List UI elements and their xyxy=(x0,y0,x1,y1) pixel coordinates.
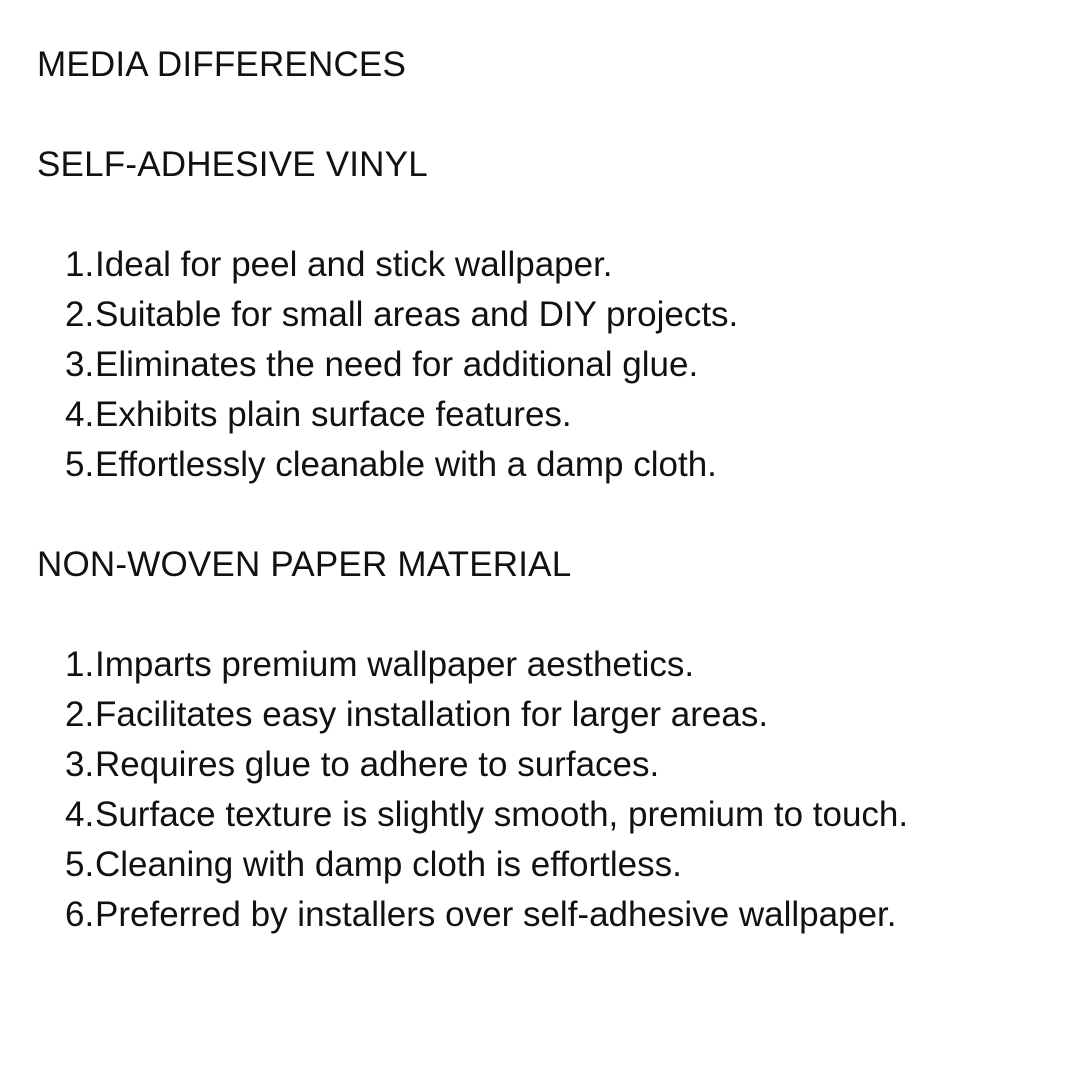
list-item xyxy=(65,690,1040,740)
section-heading-non-woven-paper: NON-WOVEN PAPER MATERIAL xyxy=(37,545,572,584)
list-item-text: Effortlessly cleanable with a damp cloth. xyxy=(95,445,717,484)
list-item-text: Preferred by installers over self-adhesive wallpaper. xyxy=(95,895,897,934)
list-item xyxy=(65,890,1040,940)
list-item-text: Requires glue to adhere to surfaces. xyxy=(95,745,660,784)
list-item-text: Eliminates the need for additional glue. xyxy=(95,345,699,384)
list-item xyxy=(65,640,1040,690)
list-item-number: 2. xyxy=(65,295,95,334)
list-item-number: 4. xyxy=(65,395,95,434)
section-non-woven-paper xyxy=(37,540,1040,940)
list-item-text: Exhibits plain surface features. xyxy=(95,395,572,434)
page-title: MEDIA DIFFERENCES xyxy=(37,45,407,84)
list-item xyxy=(65,440,1040,490)
list-item-number: 1. xyxy=(65,645,95,684)
self-adhesive-vinyl-list xyxy=(37,240,1040,490)
non-woven-paper-list xyxy=(37,640,1040,940)
list-item-text: Surface texture is slightly smooth, premium to touch. xyxy=(95,795,909,834)
list-item xyxy=(65,240,1040,290)
list-item xyxy=(65,790,1040,840)
list-item-number: 2. xyxy=(65,695,95,734)
list-item-number: 4. xyxy=(65,795,95,834)
list-item xyxy=(65,340,1040,390)
list-item-text: Cleaning with damp cloth is effortless. xyxy=(95,845,682,884)
section-self-adhesive-vinyl xyxy=(37,140,1040,490)
list-item xyxy=(65,840,1040,890)
section-heading-self-adhesive-vinyl: SELF-ADHESIVE VINYL xyxy=(37,145,428,184)
list-item-text: Ideal for peel and stick wallpaper. xyxy=(95,245,613,284)
list-item-number: 5. xyxy=(65,845,95,884)
list-item-number: 3. xyxy=(65,745,95,784)
list-item xyxy=(65,390,1040,440)
list-item-text: Suitable for small areas and DIY projects. xyxy=(95,295,739,334)
list-item-number: 1. xyxy=(65,245,95,284)
list-item-text: Imparts premium wallpaper aesthetics. xyxy=(95,645,695,684)
list-item-number: 6. xyxy=(65,895,95,934)
list-item-text: Facilitates easy installation for larger areas. xyxy=(95,695,769,734)
list-item xyxy=(65,740,1040,790)
list-item-number: 5. xyxy=(65,445,95,484)
list-item xyxy=(65,290,1040,340)
list-item-number: 3. xyxy=(65,345,95,384)
